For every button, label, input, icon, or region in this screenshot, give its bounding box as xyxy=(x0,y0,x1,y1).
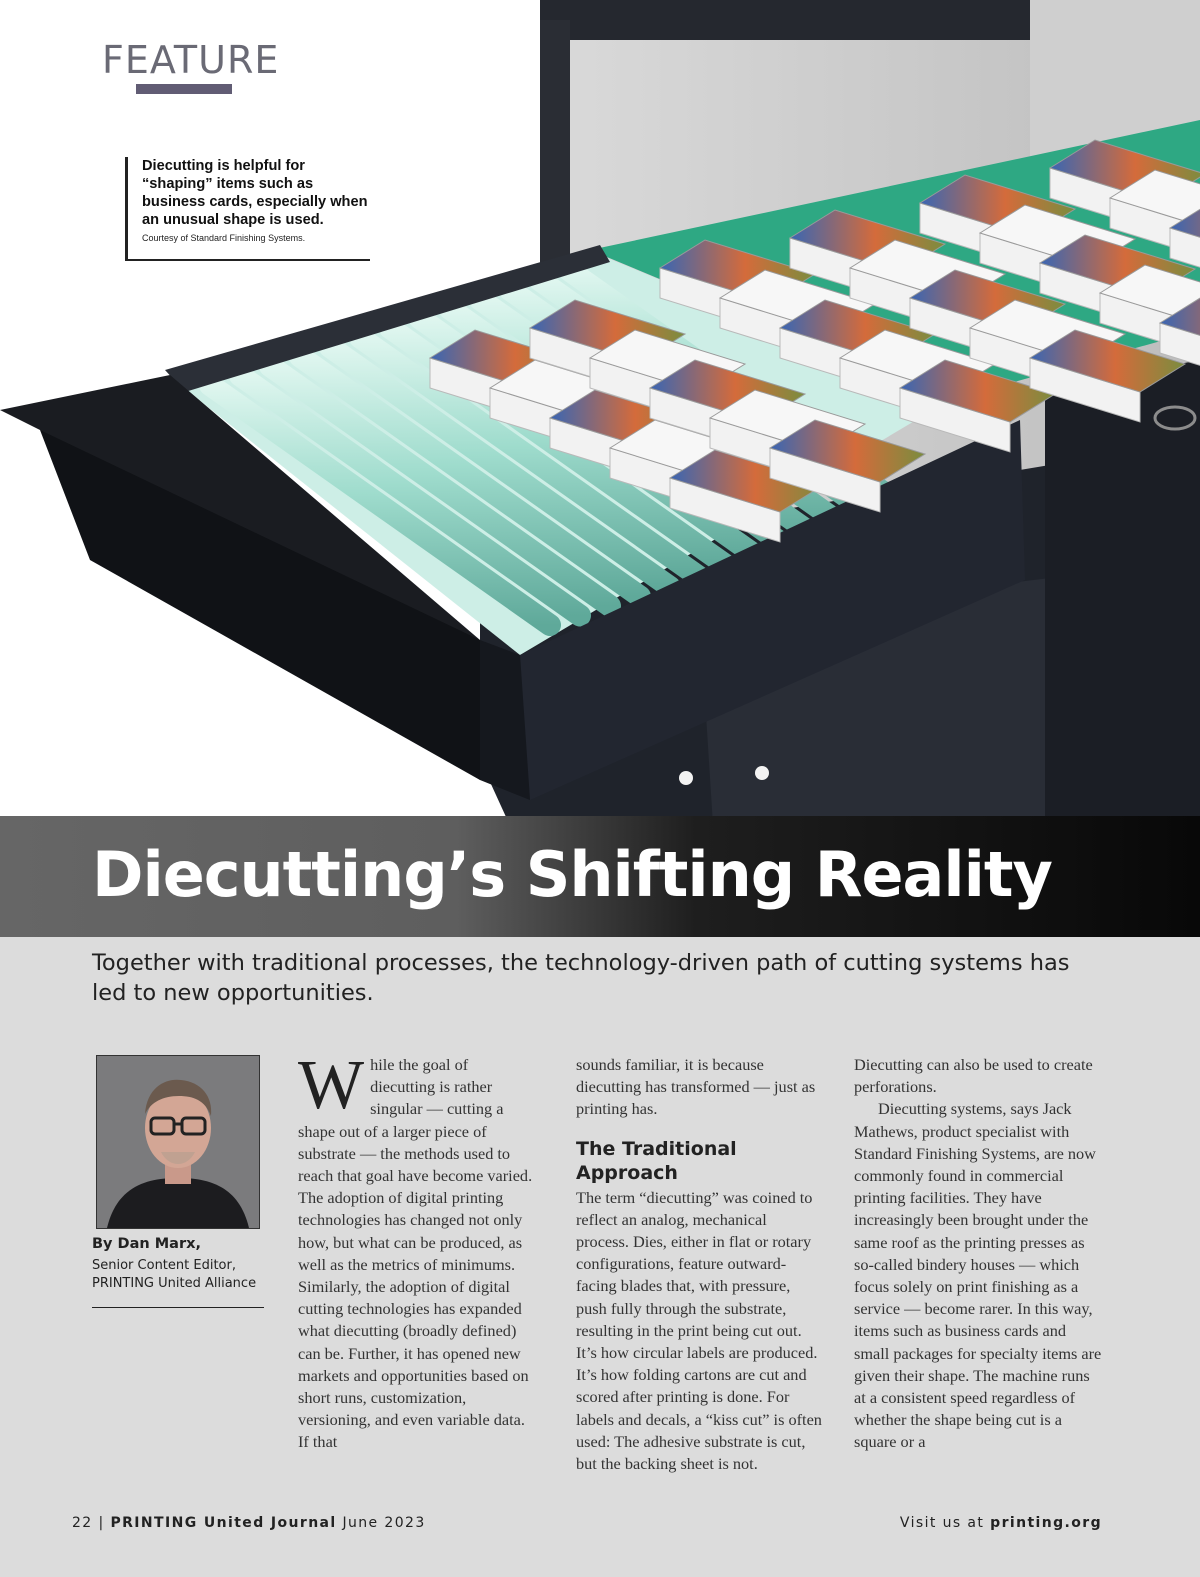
article-deck: Together with traditional processes, the technology-driven path of cutting systems has led to new opportunities. xyxy=(92,950,1070,1006)
page-footer-right xyxy=(900,1515,1102,1531)
author-photo xyxy=(96,1055,260,1229)
body-column-3 xyxy=(854,1054,1102,1454)
issue-date: June 2023 xyxy=(342,1515,426,1531)
body-text: sounds familiar, it is because diecutting has transformed — just as printing has. xyxy=(576,1055,816,1119)
section-rule xyxy=(136,84,232,94)
section-label: FEATURE xyxy=(102,38,280,82)
visit-text: Visit us at xyxy=(899,1515,985,1531)
author-title: Senior Content Editor, xyxy=(92,1258,236,1273)
photo-caption: Diecutting is helpful for “shaping” items such as business cards, especially when an unusual shape is used. xyxy=(142,158,368,228)
author-organization: PRINTING United Alliance xyxy=(92,1276,257,1291)
article-title: Diecutting’s Shifting Reality xyxy=(92,838,1052,911)
website-link[interactable]: printing.org xyxy=(990,1515,1102,1531)
author-portrait xyxy=(97,1056,259,1228)
body-text: The term “diecutting” was coined to reflect an analog, mechanical process. Dies, either in flat or rotary configurations, feature outward-facing blades that, with pressure, push fully through the substrate, resulting in the print being cut out. It’s how circular labels are produced. It’s how folding cartons are cut and scored after printing is done. For labels and decals, a “kiss cut” is often used: The adhesive substrate is cut, but the backing sheet is not. xyxy=(576,1187,822,1474)
page-footer-left xyxy=(72,1515,426,1531)
footer-separator: | xyxy=(98,1515,105,1531)
body-text: hile the goal of diecutting is rather singular — cutting a shape out of a larger piece of substrate — the methods used to reach that goal have become varied. The adoption of digital printing technologies has changed not only how, but what can be produced, as well as the metrics of minimums. Similarly, the adoption of digital cutting technologies has expanded what diecutting (broadly defined) can be. Further, it has opened new markets and opportunities based on short runs, customization, versioning, and even variable data. If that xyxy=(298,1055,533,1452)
photo-credit: Courtesy of Standard Finishing Systems. xyxy=(142,233,306,243)
photo-caption-box xyxy=(125,157,370,261)
body-column-2 xyxy=(576,1054,822,1475)
publication-name: PRINTING United Journal xyxy=(110,1515,337,1531)
drop-cap: W xyxy=(298,1047,365,1124)
byline xyxy=(92,1236,264,1308)
author-name: By Dan Marx, xyxy=(92,1236,201,1252)
body-text: Diecutting can also be used to create perforations. xyxy=(854,1055,1093,1097)
body-column-1 xyxy=(298,1047,536,1454)
subheading: The Traditional Approach xyxy=(576,1137,737,1184)
page-number: 22 xyxy=(72,1515,93,1531)
body-text: Diecutting systems, says Jack Mathews, product specialist with Standard Finishing Systems, are now commonly found in commercial printing facilities. They have increasingly been brought under the same roof as the printing presses as so-called bindery houses — which focus solely on print finishing as a service — become rarer. In this way, items such as business cards and small packages for specialty items are given their shape. The machine runs at a consistent speed regardless of whether the shape being cut is a square or a xyxy=(854,1099,1102,1452)
